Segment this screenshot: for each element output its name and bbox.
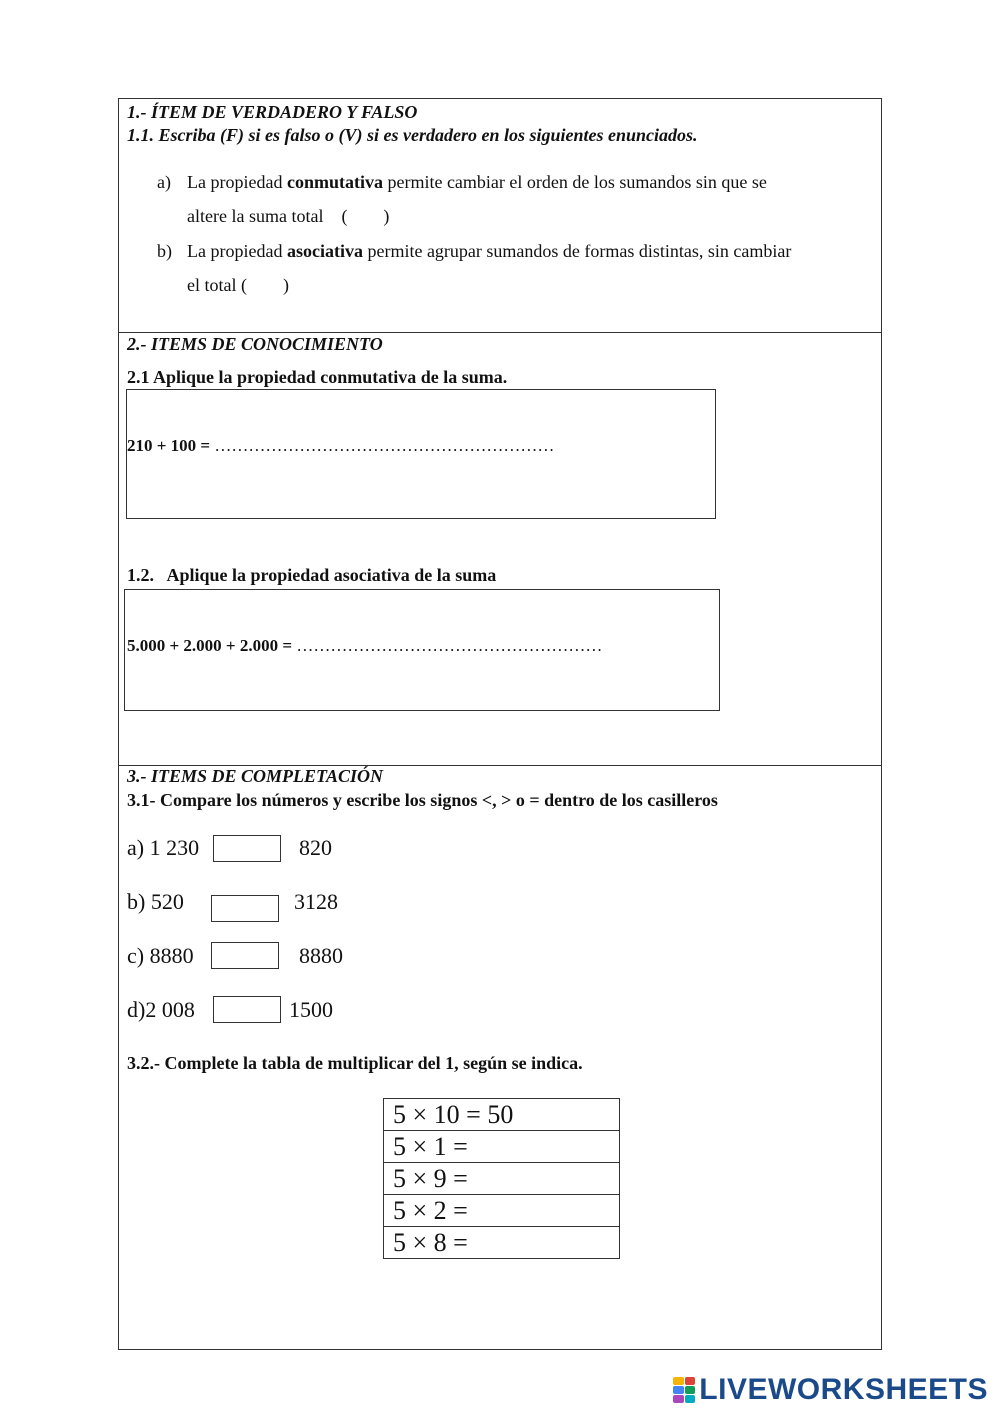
table-cell[interactable]: 5 × 1 = (384, 1131, 620, 1163)
logo-text: LIVEWORKSHEETS (699, 1373, 988, 1406)
section3-title: 3.- ITEMS DE COMPLETACIÓN (127, 766, 384, 786)
commutative-answer-dots[interactable]: …………………………………………………… (214, 436, 555, 455)
item-b-bold: asociativa (286, 241, 363, 261)
table-cell[interactable]: 5 × 2 = (384, 1195, 620, 1227)
item-a-marker: a) (157, 172, 171, 192)
worksheet (118, 98, 882, 1350)
comparison-a-box[interactable] (213, 835, 281, 862)
comparison-a-right: 820 (299, 835, 332, 860)
item-b-marker: b) (157, 241, 172, 261)
table-row (384, 1163, 620, 1195)
multiplication-table (383, 1098, 620, 1259)
table-row (384, 1131, 620, 1163)
item-b-pre: La propiedad (187, 241, 287, 261)
table-instruction: 3.2.- Complete la tabla de multiplicar del 1, según se indica. (127, 1053, 583, 1073)
comparison-d-left: d)2 008 (127, 997, 195, 1022)
commutative-answer-box[interactable] (126, 389, 716, 519)
comparison-c-left: c) 8880 (127, 943, 194, 968)
item-b-post: permite agrupar sumandos de formas distintas, sin cambiar (362, 241, 792, 261)
associative-expr-text: 5.000 + 2.000 + 2.000 = (127, 636, 297, 655)
commutative-expression (127, 436, 554, 456)
logo-square (673, 1377, 684, 1385)
comparison-c-box[interactable] (211, 942, 279, 969)
table-cell[interactable]: 5 × 8 = (384, 1227, 620, 1259)
logo-grid-icon (673, 1377, 695, 1403)
comparison-b-box[interactable] (211, 895, 279, 922)
table-cell: 5 × 10 = 50 (384, 1099, 620, 1131)
item-a-post: permite cambiar el orden de los sumandos sin que se (382, 172, 767, 192)
liveworksheets-logo[interactable] (673, 1372, 988, 1408)
comparison-d-right: 1500 (289, 997, 333, 1022)
item-b-text (187, 241, 791, 262)
associative-answer-dots[interactable]: ……………………………………………… (296, 636, 603, 655)
section-true-false (119, 99, 881, 333)
item-a-line2[interactable]: altere la suma total ( ) (187, 206, 390, 226)
table-row (384, 1195, 620, 1227)
logo-square (685, 1386, 696, 1394)
comparison-b-right: 3128 (294, 889, 338, 914)
associative-answer-box[interactable] (124, 589, 720, 711)
commutative-expr-text: 210 + 100 = (127, 436, 215, 455)
item-a-text (187, 172, 767, 193)
commutative-question: 2.1 Aplique la propiedad conmutativa de la suma. (127, 367, 508, 387)
logo-square (685, 1395, 696, 1403)
item-a-pre: La propiedad (187, 172, 287, 192)
associative-question: 1.2. Aplique la propiedad asociativa de la suma (127, 565, 497, 585)
item-a-bold: conmutativa (286, 172, 383, 192)
section3-instruction: 3.1- Compare los números y escribe los signos <, > o = dentro de los casilleros (127, 790, 718, 810)
comparison-b-left: b) 520 (127, 889, 184, 914)
comparison-a-left: a) 1 230 (127, 835, 200, 860)
table-row (384, 1099, 620, 1131)
associative-expression (127, 636, 602, 656)
section1-title: 1.- ÍTEM DE VERDADERO Y FALSO (127, 102, 418, 122)
section2-title: 2.- ITEMS DE CONOCIMIENTO (127, 334, 383, 354)
comparison-d-box[interactable] (213, 996, 281, 1023)
logo-square (685, 1377, 696, 1385)
table-row (384, 1227, 620, 1259)
logo-square (673, 1395, 684, 1403)
section-completion (119, 765, 881, 1350)
section-knowledge (119, 332, 881, 766)
item-b-line2[interactable]: el total ( ) (187, 275, 289, 295)
section1-instruction: 1.1. Escriba (F) si es falso o (V) si es verdadero en los siguientes enunciados. (127, 125, 698, 145)
logo-square (673, 1386, 684, 1394)
comparison-c-right: 8880 (299, 943, 343, 968)
table-cell[interactable]: 5 × 9 = (384, 1163, 620, 1195)
